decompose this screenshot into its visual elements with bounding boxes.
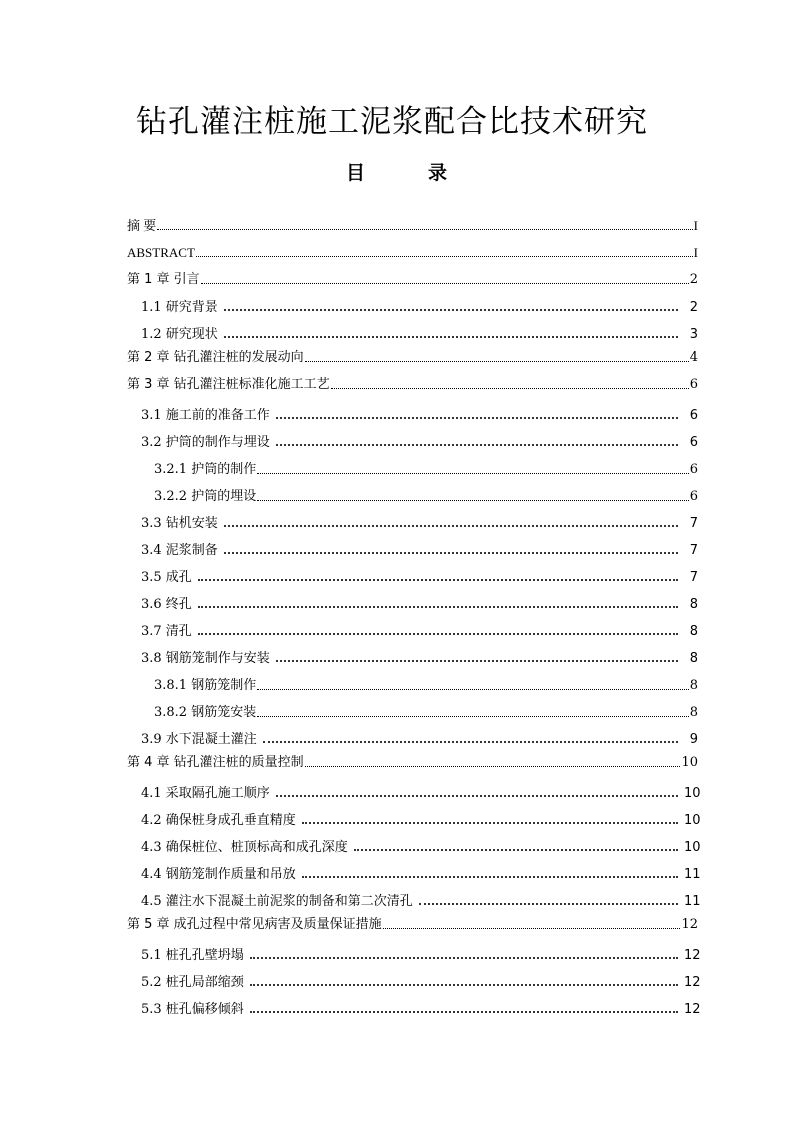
dot-leader [257,500,689,501]
dot-leader [224,552,678,554]
toc-entry-label: 3.3 钻机安装 [141,516,218,531]
toc-chapter-entry[interactable] [127,913,698,933]
toc-entry-label: 4.5 灌注水下混凝土前泥浆的制备和第二次清孔 [141,894,413,909]
toc-entry-page: 6 [689,377,698,392]
toc-subsection-entry[interactable] [127,485,698,505]
toc-entry-label: 第 5 章 成孔过程中常见病害及质量保证措施 [127,917,382,932]
toc-section-entry[interactable] [127,296,698,316]
toc-entry-page: 2 [689,272,698,287]
toc-entry-label: 3.2 护筒的制作与埋设 [141,435,270,450]
toc-section-entry[interactable] [127,728,698,748]
toc-entry-label: 3.8.1 钢筋笼制作 [154,678,257,693]
toc-entry-label: 5.1 桩孔孔壁坍塌 [141,948,244,963]
toc-chapter-entry[interactable] [127,373,698,393]
toc-entry-label: 3.8 钢筋笼制作与安装 [141,651,270,666]
toc-entry-page: 12 [684,948,701,963]
toc-entry-page: 8 [689,597,698,612]
toc-entry-page: 10 [684,786,701,801]
toc-entry-label: 4.1 采取隔孔施工顺序 [141,786,270,801]
toc-entry-page: 8 [689,678,698,693]
toc-section-entry[interactable] [127,836,701,856]
dot-leader [383,928,681,929]
toc-entry-page: 7 [689,543,698,558]
dot-leader [257,716,689,717]
toc-entry-label: 3.9 水下混凝土灌注 [141,732,257,747]
dot-leader [250,957,678,959]
toc-entry-label: 3.8.2 钢筋笼安装 [154,705,257,720]
toc-entry-label: 3.4 泥浆制备 [141,543,218,558]
toc-entry-label: 3.1 施工前的准备工作 [141,408,270,423]
toc-entry-label: 摘 要 [127,218,157,233]
toc-section-entry[interactable] [127,512,698,532]
toc-entry-label: 5.2 桩孔局部缩颈 [141,975,244,990]
toc-entry-page: 8 [689,705,698,720]
toc-subsection-entry[interactable] [127,701,698,721]
toc-entry-label: 4.4 钢筋笼制作质量和吊放 [141,867,296,882]
toc-entry-label: 4.2 确保桩身成孔垂直精度 [141,813,296,828]
dot-leader [224,309,678,311]
dot-leader [276,795,678,797]
toc-section-entry[interactable] [127,782,701,802]
toc-subsection-entry[interactable] [127,458,698,478]
dot-leader [331,388,689,389]
dot-leader [224,336,678,338]
toc-section-entry[interactable] [127,863,701,883]
dot-leader [250,1011,678,1013]
toc-entry-label: 3.2.2 护筒的埋设 [154,489,257,504]
dot-leader [276,444,678,446]
toc-chapter-entry[interactable] [127,268,698,288]
toc-entry-page: 2 [689,300,698,315]
toc-heading: 目 录 [345,162,469,184]
toc-entry-label: 4.3 确保桩位、桩顶标高和成孔深度 [141,840,348,855]
toc-entry-page: 9 [689,732,698,747]
toc-entry-label: 第 1 章 引言 [127,272,200,287]
document-title: 钻孔灌注桩施工泥浆配合比技术研究 [136,104,648,140]
toc-entry-label: 3.2.1 护筒的制作 [154,462,257,477]
dot-leader [419,903,678,905]
toc-entry-page: 6 [689,435,698,450]
toc-section-entry[interactable] [127,647,698,667]
toc-entry-label: 3.5 成孔 [141,570,192,585]
toc-entry-label: 3.7 清孔 [141,624,192,639]
toc-chapter-entry[interactable] [127,346,698,366]
toc-section-entry[interactable] [127,539,698,559]
dot-leader [302,876,678,878]
toc-section-entry[interactable] [127,404,698,424]
toc-entry-page: 7 [689,516,698,531]
toc-entry-page: 12 [681,917,698,932]
dot-leader [305,766,681,767]
toc-entry-page: 6 [689,489,698,504]
dot-leader [157,229,692,230]
toc-section-entry[interactable] [127,809,701,829]
dot-leader [276,660,678,662]
dot-leader [250,984,678,986]
toc-entry-page: 12 [684,1002,701,1017]
dot-leader [224,525,678,527]
toc-entry-page: I [693,218,698,233]
toc-section-entry[interactable] [127,890,701,910]
dot-leader [198,606,678,608]
dot-leader [201,283,689,284]
dot-leader [257,689,689,690]
toc-entry-label: 第 3 章 钻孔灌注桩标准化施工工艺 [127,377,330,392]
toc-entry-page: 4 [689,350,698,365]
dot-leader [305,361,689,362]
toc-entry-page: 10 [681,755,698,770]
toc-entry-page: 10 [684,813,701,828]
toc-section-entry[interactable] [127,566,698,586]
toc-entry-label: 第 2 章 钻孔灌注桩的发展动向 [127,350,304,365]
dot-leader [257,473,689,474]
toc-section-entry[interactable] [127,431,698,451]
toc-entry-page: 10 [684,840,701,855]
toc-entry-page: 11 [684,867,701,882]
toc-entry-page: 6 [689,408,698,423]
toc-section-entry[interactable] [127,998,701,1018]
toc-chapter-entry[interactable] [127,751,698,771]
toc-section-entry[interactable] [127,944,701,964]
toc-entry[interactable] [127,214,698,234]
dot-leader [198,633,678,635]
toc-entry-page: 8 [689,624,698,639]
toc-entry-page: 7 [689,570,698,585]
dot-leader [196,256,693,257]
toc-entry-label: 1.2 研究现状 [141,327,218,342]
toc-entry-label: 第 4 章 钻孔灌注桩的质量控制 [127,755,304,770]
toc-entry-label: 5.3 桩孔偏移倾斜 [141,1002,244,1017]
dot-leader [276,417,678,419]
dot-leader [198,579,678,581]
toc-entry-label: 3.6 终孔 [141,597,192,612]
dot-leader [263,741,678,743]
toc-section-entry[interactable] [127,593,698,613]
toc-section-entry[interactable] [127,323,698,343]
toc-entry-page: 6 [689,462,698,477]
toc-entry-page: 3 [689,327,698,342]
dot-leader [354,849,678,851]
toc-entry-page: 8 [689,651,698,666]
toc-entry[interactable] [127,241,698,261]
toc-entry-label: 1.1 研究背景 [141,300,218,315]
toc-entry-page: 12 [684,975,701,990]
toc-entry-label: ABSTRACT [127,245,195,260]
toc-section-entry[interactable] [127,971,701,991]
dot-leader [302,822,678,824]
toc-subsection-entry[interactable] [127,674,698,694]
toc-entry-page: 11 [684,894,701,909]
toc-section-entry[interactable] [127,620,698,640]
toc-entry-page: I [693,245,698,260]
